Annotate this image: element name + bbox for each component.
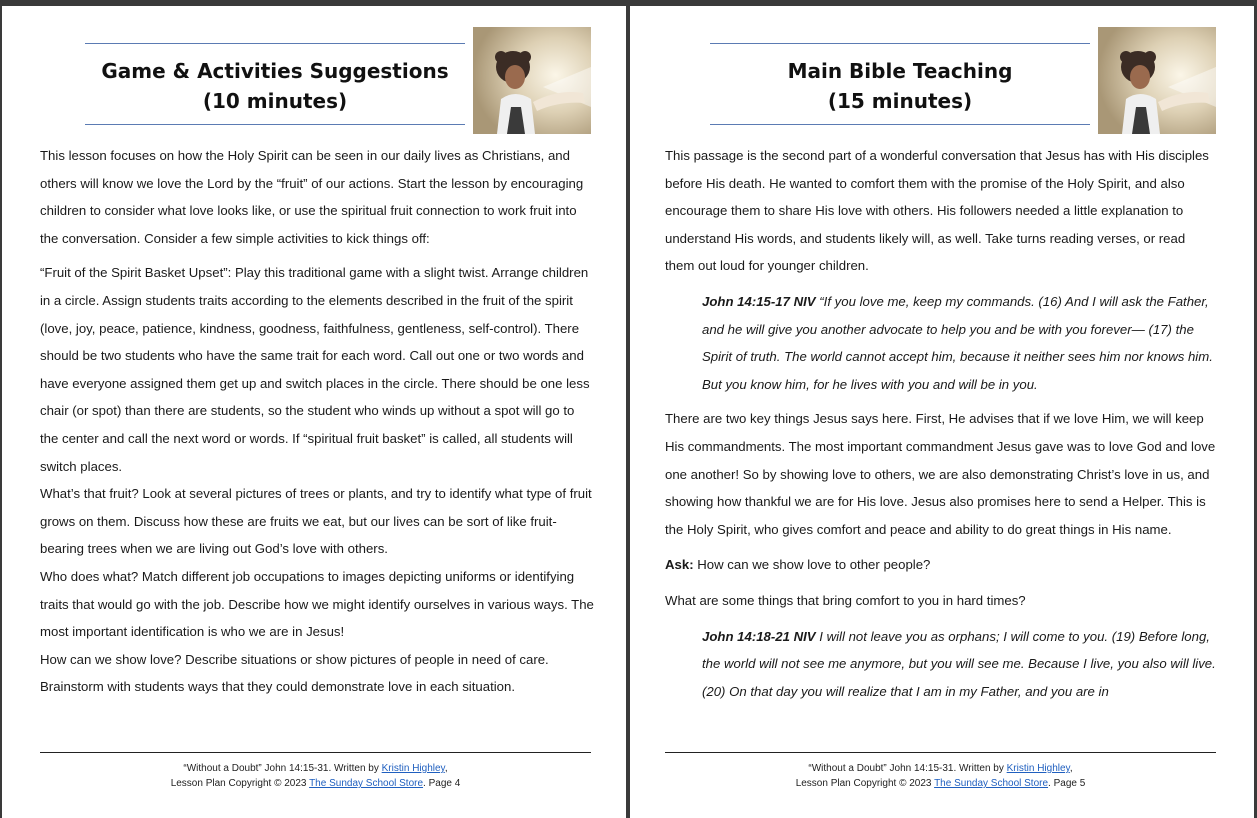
section-title (85, 56, 465, 116)
ask-question-text: How can we show love to other people? (693, 557, 931, 573)
title-line-2: (10 minutes) (202, 89, 348, 113)
ask-label: Ask: (665, 557, 694, 573)
footer-rule (665, 752, 1216, 753)
header-rule-bottom (85, 124, 465, 125)
page-footer (40, 761, 591, 791)
footer-rule (40, 752, 591, 753)
illustration-image (473, 27, 591, 134)
header-rule-top (85, 43, 465, 44)
verse-reference: John 14:18-21 NIV (702, 628, 816, 644)
section-body (665, 142, 1217, 705)
activity-who-does-what: Who does what? Match different job occupations to images depicting uniforms or identifying traits that would go with the job. Describe how we might identify ourselves in various ways. The most important identification is who we are in Jesus! (40, 568, 594, 640)
section-header (2, 27, 626, 137)
store-link[interactable]: The Sunday School Store (309, 778, 424, 789)
store-link[interactable]: The Sunday School Store (934, 778, 1049, 789)
illustration-image (1098, 27, 1216, 134)
jesus-with-child-illustration-icon (473, 27, 591, 134)
title-line-2: (15 minutes) (827, 89, 973, 113)
footer-credit-text: “Without a Doubt” John 14:15-31. Written by (183, 763, 382, 774)
verse-text: “If you love me, keep my commands. (16) And I will ask the Father, and he will give you another advocate to help you and be with you forever— (17) the Spirit of truth. The world cannot accept him, because it neither sees him nor knows him. But you know him, for he lives with you and will be in you. (702, 293, 1213, 392)
footer-copyright-text: Lesson Plan Copyright © 2023 (795, 778, 935, 789)
page-footer (665, 761, 1216, 791)
explanation-paragraph: There are two key things Jesus says here. First, He advises that if we love Him, we will keep His commandments. The most important commandment Jesus gave was to love God and love one another! So by showing love to others, we are also demonstrating Christ’s love in us, and showing how thankful we are for His love. Jesus also promises here to send a Helper. This is the Holy Spirit, who gives comfort and peace and ability to do great things in His name. (665, 411, 1216, 537)
jesus-with-child-illustration-icon (1098, 27, 1216, 134)
footer-punct: , (444, 763, 448, 774)
activity-basket-upset: “Fruit of the Spirit Basket Upset”: Play this traditional game with a slight twist. Arrange children in a circle. Assign students traits according to the elements described in the fruit of the spirit (love, joy, peace, patience, kindness, goodness, faithfulness, gentleness, self-control). There should be two students who have the same trait for each word. Call out one or two words and have everyone assigned them get up and switch places in the circle. There should be one less chair (or spot) than there are students, so the student who winds up without a spot will go to the center and call the next word or words. If “spiritual fruit basket” is called, all students will switch places. (40, 265, 590, 474)
section-title (710, 56, 1090, 116)
title-line-1: Game & Activities Suggestions (101, 59, 449, 83)
activity-show-love: How can we show love? Describe situations or show pictures of people in need of care. Brainstorm with students ways that they could demonstrate love in each situation. (40, 651, 549, 695)
page-5 (630, 6, 1254, 818)
discussion-question: What are some things that bring comfort to you in hard times? (665, 592, 1026, 608)
ask-question (665, 551, 1217, 579)
header-rule-bottom (710, 124, 1090, 125)
title-line-1: Main Bible Teaching (787, 59, 1013, 83)
verse-text: I will not leave you as orphans; I will come to you. (19) Before long, the world will not see me anymore, but you will see me. Because I live, you also will live. (20) On that day you will realize that I am in my Father, and you are in (702, 628, 1216, 699)
author-link[interactable]: Kristin Highley (381, 763, 445, 774)
footer-line-1 (665, 761, 1216, 776)
activity-whats-that-fruit: What’s that fruit? Look at several pictures of trees or plants, and try to identify what type of fruit grows on them. Discuss how these are fruits we eat, but our lives can be sort of like fruit-bearing trees when we are living out God’s love with others. (40, 486, 592, 557)
section-body (40, 142, 596, 701)
scripture-passage-1 (702, 288, 1217, 398)
intro-paragraph: This lesson focuses on how the Holy Spirit can be seen in our daily lives as Christians, and others will know we love the Lord by the “fruit” of our actions. Start the lesson by encouraging children to consider what love looks like, or use the spiritual fruit connection to work fruit into the conversation. Consider a few simple activities to kick things off: (40, 148, 584, 246)
footer-line-1 (40, 761, 591, 776)
footer-punct: , (1069, 763, 1073, 774)
footer-credit-text: “Without a Doubt” John 14:15-31. Written by (808, 763, 1007, 774)
footer-page-number: . Page 5 (1048, 778, 1086, 789)
intro-paragraph: This passage is the second part of a wonderful conversation that Jesus has with His disciples before His death. He wanted to comfort them with the promise of the Holy Spirit, and also encourage them to share His love with others. His followers needed a little explanation to understand His words, and students likely will, as well. Take turns reading verses, or read them out loud for younger children. (665, 148, 1209, 274)
footer-line-2 (665, 776, 1216, 791)
scripture-passage-2 (702, 623, 1217, 706)
footer-copyright-text: Lesson Plan Copyright © 2023 (170, 778, 310, 789)
verse-reference: John 14:15-17 NIV (702, 293, 816, 309)
footer-page-number: . Page 4 (423, 778, 461, 789)
author-link[interactable]: Kristin Highley (1006, 763, 1070, 774)
header-rule-top (710, 43, 1090, 44)
section-header (630, 27, 1254, 137)
page-4 (2, 6, 626, 818)
footer-line-2 (40, 776, 591, 791)
